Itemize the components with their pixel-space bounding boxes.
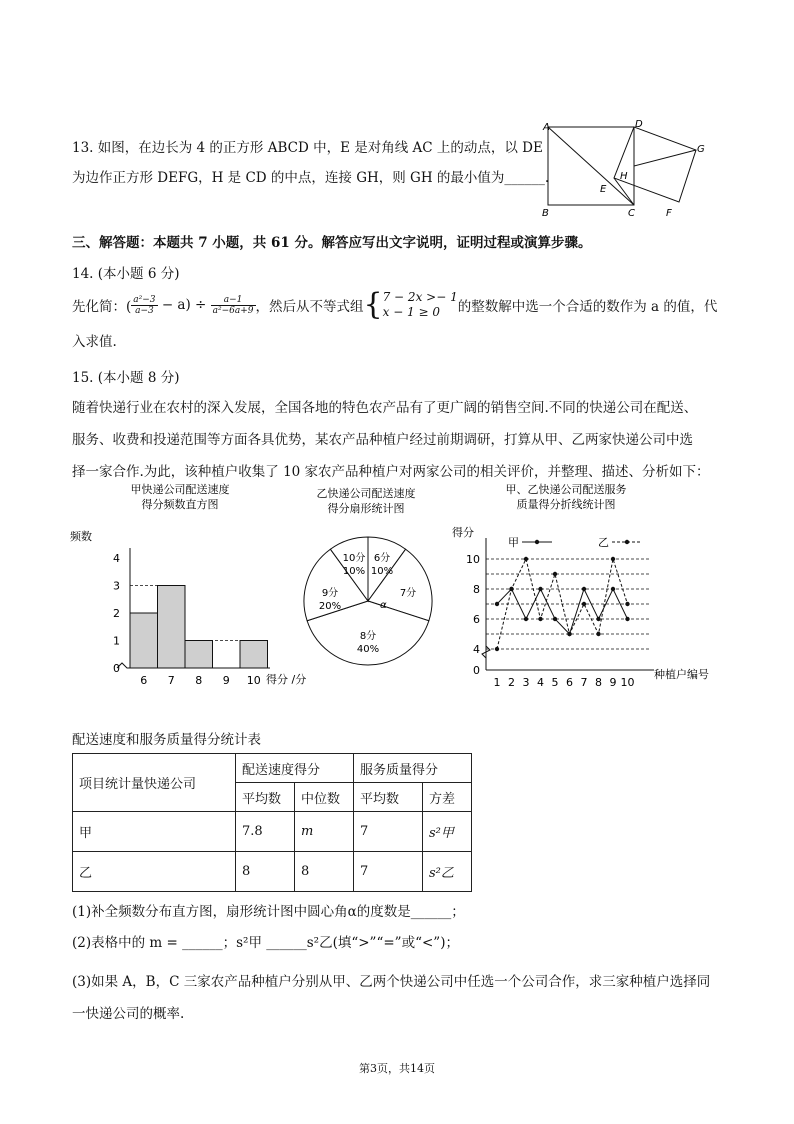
line-chart	[446, 478, 736, 688]
table-cell-variance: s²乙	[423, 852, 472, 892]
pie-slice-percent: 20%	[318, 601, 342, 612]
q15-para2: 服务、收费和投递范围等方面各具优势，某农产品种植户经过前期调研，打算从甲、乙两家快递公司中选	[72, 432, 693, 448]
pie-slice-label: 10分	[342, 553, 366, 564]
histogram-chart	[60, 478, 330, 693]
table-group-quality: 服务质量得分	[354, 754, 472, 783]
histogram-ylabel: 频数	[70, 530, 92, 543]
pie-slice-label: 6分	[373, 553, 391, 564]
line-title-line2: 质量得分折线统计图	[516, 498, 616, 511]
line-x-tick: 3	[522, 676, 530, 688]
line-x-tick: 1	[493, 676, 501, 688]
table-cell: m	[295, 812, 354, 852]
line-y-tick: 4	[473, 643, 480, 656]
q14-frac1-num: a²−3	[133, 294, 156, 305]
q13-geometry-figure	[536, 118, 716, 222]
label-c: C	[628, 208, 635, 219]
table-subheader: 平均数	[236, 783, 295, 812]
line-point	[495, 647, 499, 651]
label-e: E	[600, 184, 607, 195]
q14-text-c: ，然后从不等式组	[255, 299, 364, 315]
line-point	[524, 617, 528, 621]
q13-line1: 13. 如图，在边长为 4 的正方形 ABCD 中，E 是对角线 AC 上的动点，以 DE	[72, 140, 543, 156]
pie-chart	[296, 478, 456, 683]
label-a: A	[543, 122, 550, 133]
table-group-speed: 配送速度得分	[236, 754, 354, 783]
square-defg	[614, 127, 696, 202]
line-series-jia	[497, 589, 628, 634]
page-footer: 第3页，共14页	[359, 1062, 435, 1075]
line-x-tick: 4	[537, 676, 544, 688]
histogram-y-tick: 2	[113, 607, 120, 620]
pie-slice-label: 9分	[321, 588, 339, 599]
line-x-tick: 7	[580, 676, 588, 688]
pie-title-line2: 得分扇形统计图	[327, 502, 405, 515]
q14-header: 14. (本小题 6 分)	[72, 266, 180, 282]
q13-line2: 为边作正方形 DEFG，H 是 CD 的中点，连接 GH，则 GH 的最小值为______.	[72, 170, 550, 186]
table-cell: 7	[354, 852, 423, 892]
pie-angle-label: α	[380, 600, 387, 611]
table-cell-variance: s²甲	[423, 812, 472, 852]
line-point	[625, 602, 629, 606]
q14-frac2-num: a−1	[211, 295, 256, 306]
table-subheader: 中位数	[295, 783, 354, 812]
q14-text-b: − a) ÷	[157, 297, 211, 313]
line-y-tick: 6	[473, 613, 480, 626]
q14-ineq-1: 7 − 2x >− 1	[382, 290, 458, 304]
q14-frac2-den: a²−6a+9	[212, 305, 254, 316]
line-x-tick: 6	[566, 676, 573, 688]
q14-fraction-2	[211, 295, 256, 316]
pie-slice-percent: 10%	[370, 566, 394, 577]
q15-sub3-line2: 一快递公司的概率.	[72, 1006, 185, 1022]
pie-slice-percent: 40%	[356, 644, 380, 655]
line-x-tick: 8	[595, 676, 602, 688]
legend-label-yi: 乙	[598, 536, 609, 549]
line-point	[538, 617, 542, 621]
table-cell: 8	[236, 852, 295, 892]
q15-sub2: (2)表格中的 m = ______；s²甲 ______s²乙(填“>”“=”或“<”)；	[72, 935, 459, 951]
section3-title: 三、解答题：本题共 7 小题，共 61 分。解答应写出文字说明，证明过程或演算步骤。	[72, 235, 592, 251]
q15-sub3-line1: (3)如果 A，B，C 三家农产品种植户分别从甲、乙两个快递公司中任选一个公司合作，求三家种植户选择同	[72, 974, 711, 990]
label-f: F	[666, 208, 672, 219]
line-point	[611, 557, 615, 561]
q14-text-d: 的整数解中选一个合适的数作为 a 的值，代	[457, 299, 718, 315]
line-point	[553, 572, 557, 576]
histogram-xlabel: 得分 /分	[266, 673, 307, 686]
line-y-tick: 10	[466, 553, 480, 566]
pie-slice-label: 7分	[399, 588, 417, 599]
pie-slice-percent: 10%	[342, 566, 366, 577]
table-row-name: 乙	[73, 852, 236, 892]
line-x-tick: 5	[551, 676, 559, 688]
line-point	[509, 587, 513, 591]
table-subheader: 方差	[423, 783, 472, 812]
histogram-bar	[185, 641, 213, 669]
q14-fraction-1	[131, 295, 157, 316]
q14-text-a: 先化简：(	[72, 299, 132, 315]
q15-para3: 择一家合作.为此，该种植户收集了 10 家农产品种植户对两家公司的相关评价，并整理、描述、分析如下：	[72, 464, 710, 480]
histogram-x-tick: 8	[195, 674, 203, 687]
q15-header: 15. (本小题 8 分)	[72, 370, 180, 386]
histogram-bar	[240, 641, 268, 669]
histogram-title-line1: 甲快递公司配送速度	[130, 483, 230, 496]
histogram-y-tick: 3	[113, 579, 120, 593]
line-point	[582, 602, 586, 606]
segment-gh	[634, 150, 696, 166]
line-point	[611, 587, 615, 591]
histogram-x-tick: 9	[222, 674, 230, 687]
line-point	[567, 632, 571, 636]
table-row-name: 甲	[73, 812, 236, 852]
histogram-y-tick: 4	[113, 552, 120, 565]
label-b: B	[542, 208, 549, 219]
line-y-tick: 8	[473, 583, 480, 596]
diagonal-ac	[548, 127, 634, 205]
line-ylabel: 得分	[452, 526, 474, 539]
pie-slice-label: 8分	[359, 631, 377, 642]
q14-line2: 入求值.	[72, 334, 117, 350]
histogram-y-tick: 0	[113, 662, 120, 675]
legend-marker-yi	[625, 540, 629, 544]
line-x-tick: 10	[620, 676, 635, 688]
table-cell: 7	[354, 812, 423, 852]
table-corner-cell: 项目统计量快递公司	[73, 754, 236, 812]
label-d: D	[635, 119, 643, 130]
line-point	[596, 632, 600, 636]
histogram-x-tick: 10	[246, 674, 261, 687]
q14-expression	[72, 287, 718, 322]
q14-brace: {	[363, 287, 383, 322]
line-point	[524, 557, 528, 561]
label-h: H	[620, 171, 628, 182]
stats-table	[72, 753, 472, 892]
q14-frac1-den: a−3	[135, 305, 154, 316]
q14-ineq-2: x − 1 ≥ 0	[382, 305, 441, 319]
table-subheader: 平均数	[354, 783, 423, 812]
q15-sub1: (1)补全频数分布直方图，扇形统计图中圆心角α的度数是______；	[72, 904, 465, 920]
line-point	[596, 617, 600, 621]
histogram-y-tick: 1	[113, 634, 120, 648]
line-point	[538, 587, 542, 591]
line-title-line1: 甲、乙快递公司配送服务	[505, 483, 627, 496]
line-point	[582, 587, 586, 591]
table-cell: 7.8	[236, 812, 295, 852]
line-point	[495, 602, 499, 606]
table-cell: 8	[295, 852, 354, 892]
histogram-x-tick: 7	[167, 674, 175, 687]
pie-title-line1: 乙快递公司配送速度	[316, 487, 416, 500]
legend-marker-jia	[535, 540, 539, 544]
q14-inequality-system	[383, 290, 458, 320]
line-point	[625, 617, 629, 621]
line-point	[553, 617, 557, 621]
histogram-bar	[130, 613, 158, 668]
line-y-tick: 0	[473, 664, 480, 677]
line-xlabel: 种植户编号	[654, 668, 709, 681]
q15-para1: 随着快递行业在农村的深入发展，全国各地的特色农产品有了更广阔的销售空间.不同的快递公司在配送、	[72, 400, 698, 416]
histogram-x-tick: 6	[140, 674, 148, 687]
legend-label-jia: 甲	[508, 536, 519, 549]
table-caption: 配送速度和服务质量得分统计表	[72, 732, 261, 748]
label-g: G	[697, 144, 705, 155]
line-x-tick: 9	[609, 676, 617, 688]
histogram-bar	[158, 586, 186, 669]
line-x-tick: 2	[508, 676, 515, 688]
histogram-title-line2: 得分频数直方图	[141, 498, 219, 511]
